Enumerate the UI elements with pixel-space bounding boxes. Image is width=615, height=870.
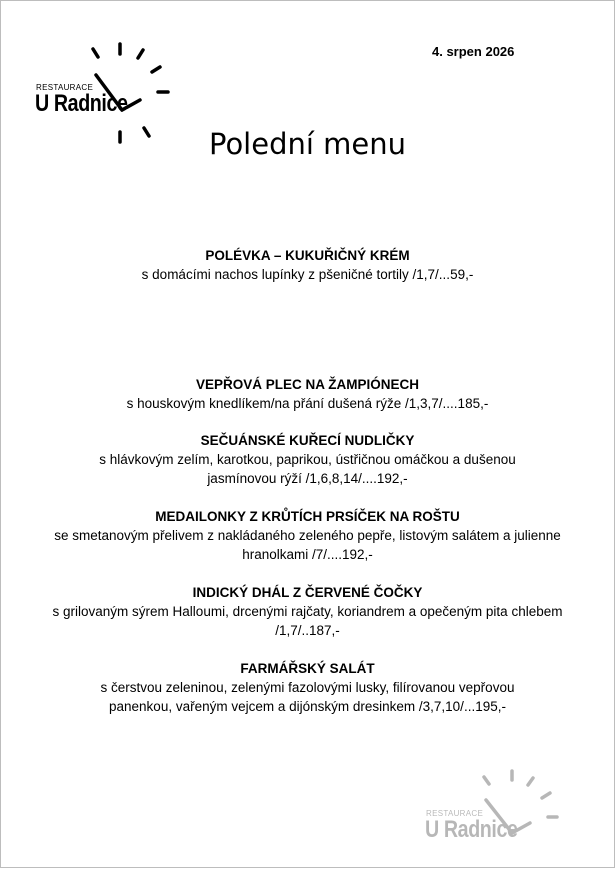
dish-name: SEČUÁNSKÉ KUŘECÍ NUDLIČKY (200, 433, 415, 448)
dish-name: INDICKÝ DHÁL Z ČERVENÉ ČOČKY (192, 585, 423, 600)
main-item (40, 431, 575, 488)
dish-name: VEPŘOVÁ PLEC NA ŽAMPIÓNECH (195, 377, 420, 392)
dish-description: s čerstvou zeleninou, zelenými fazolovými lusky, filírovanou vepřovou panenkou, vařeným vejcem a dijónským dresinkem /3,7,10/...195,- (100, 680, 515, 714)
main-item (40, 375, 575, 413)
dish-description: s domácími nachos lupínky z pšeničné tortily /1,7/...59,- (141, 267, 474, 282)
dish-name: MEDAILONKY Z KRŮTÍCH PRSÍČEK NA ROŠTU (155, 509, 460, 524)
page-title: Polední menu (208, 127, 406, 161)
dish-name: FARMÁŘSKÝ SALÁT (240, 661, 375, 676)
watermark-logo (420, 765, 570, 870)
main-item (40, 507, 575, 564)
dish-description: s houskovým knedlíkem/na přání dušená rýže /1,3,7/....185,- (126, 396, 489, 411)
logo-big-word: U Radnice (35, 90, 128, 117)
dish-description: s hlávkovým zelím, karotkou, paprikou, ústřičnou omáčkou a dušenou jasmínovou rýží /1,6,8,14/....192,- (99, 452, 516, 486)
main-item (40, 583, 575, 640)
dish-description: se smetanovým přelivem z nakládaného zeleného pepře, listovým salátem a julienne hranolkami /7/....192,- (54, 528, 561, 562)
menu-date: 4. srpen 2026 (432, 44, 515, 59)
dish-name: POLÉVKA – KUKUŘIČNÝ KRÉM (205, 248, 410, 263)
logo-small-word: RESTAURACE (426, 809, 484, 818)
soup-item (40, 246, 575, 284)
dish-description: s grilovaným sýrem Halloumi, drcenými rajčaty, koriandrem a opečeným pita chlebem /1,7/..187,- (52, 604, 563, 638)
logo-big-word: U Radnice (425, 816, 518, 843)
main-item (40, 659, 575, 716)
logo-small-word: RESTAURACE (36, 83, 94, 92)
